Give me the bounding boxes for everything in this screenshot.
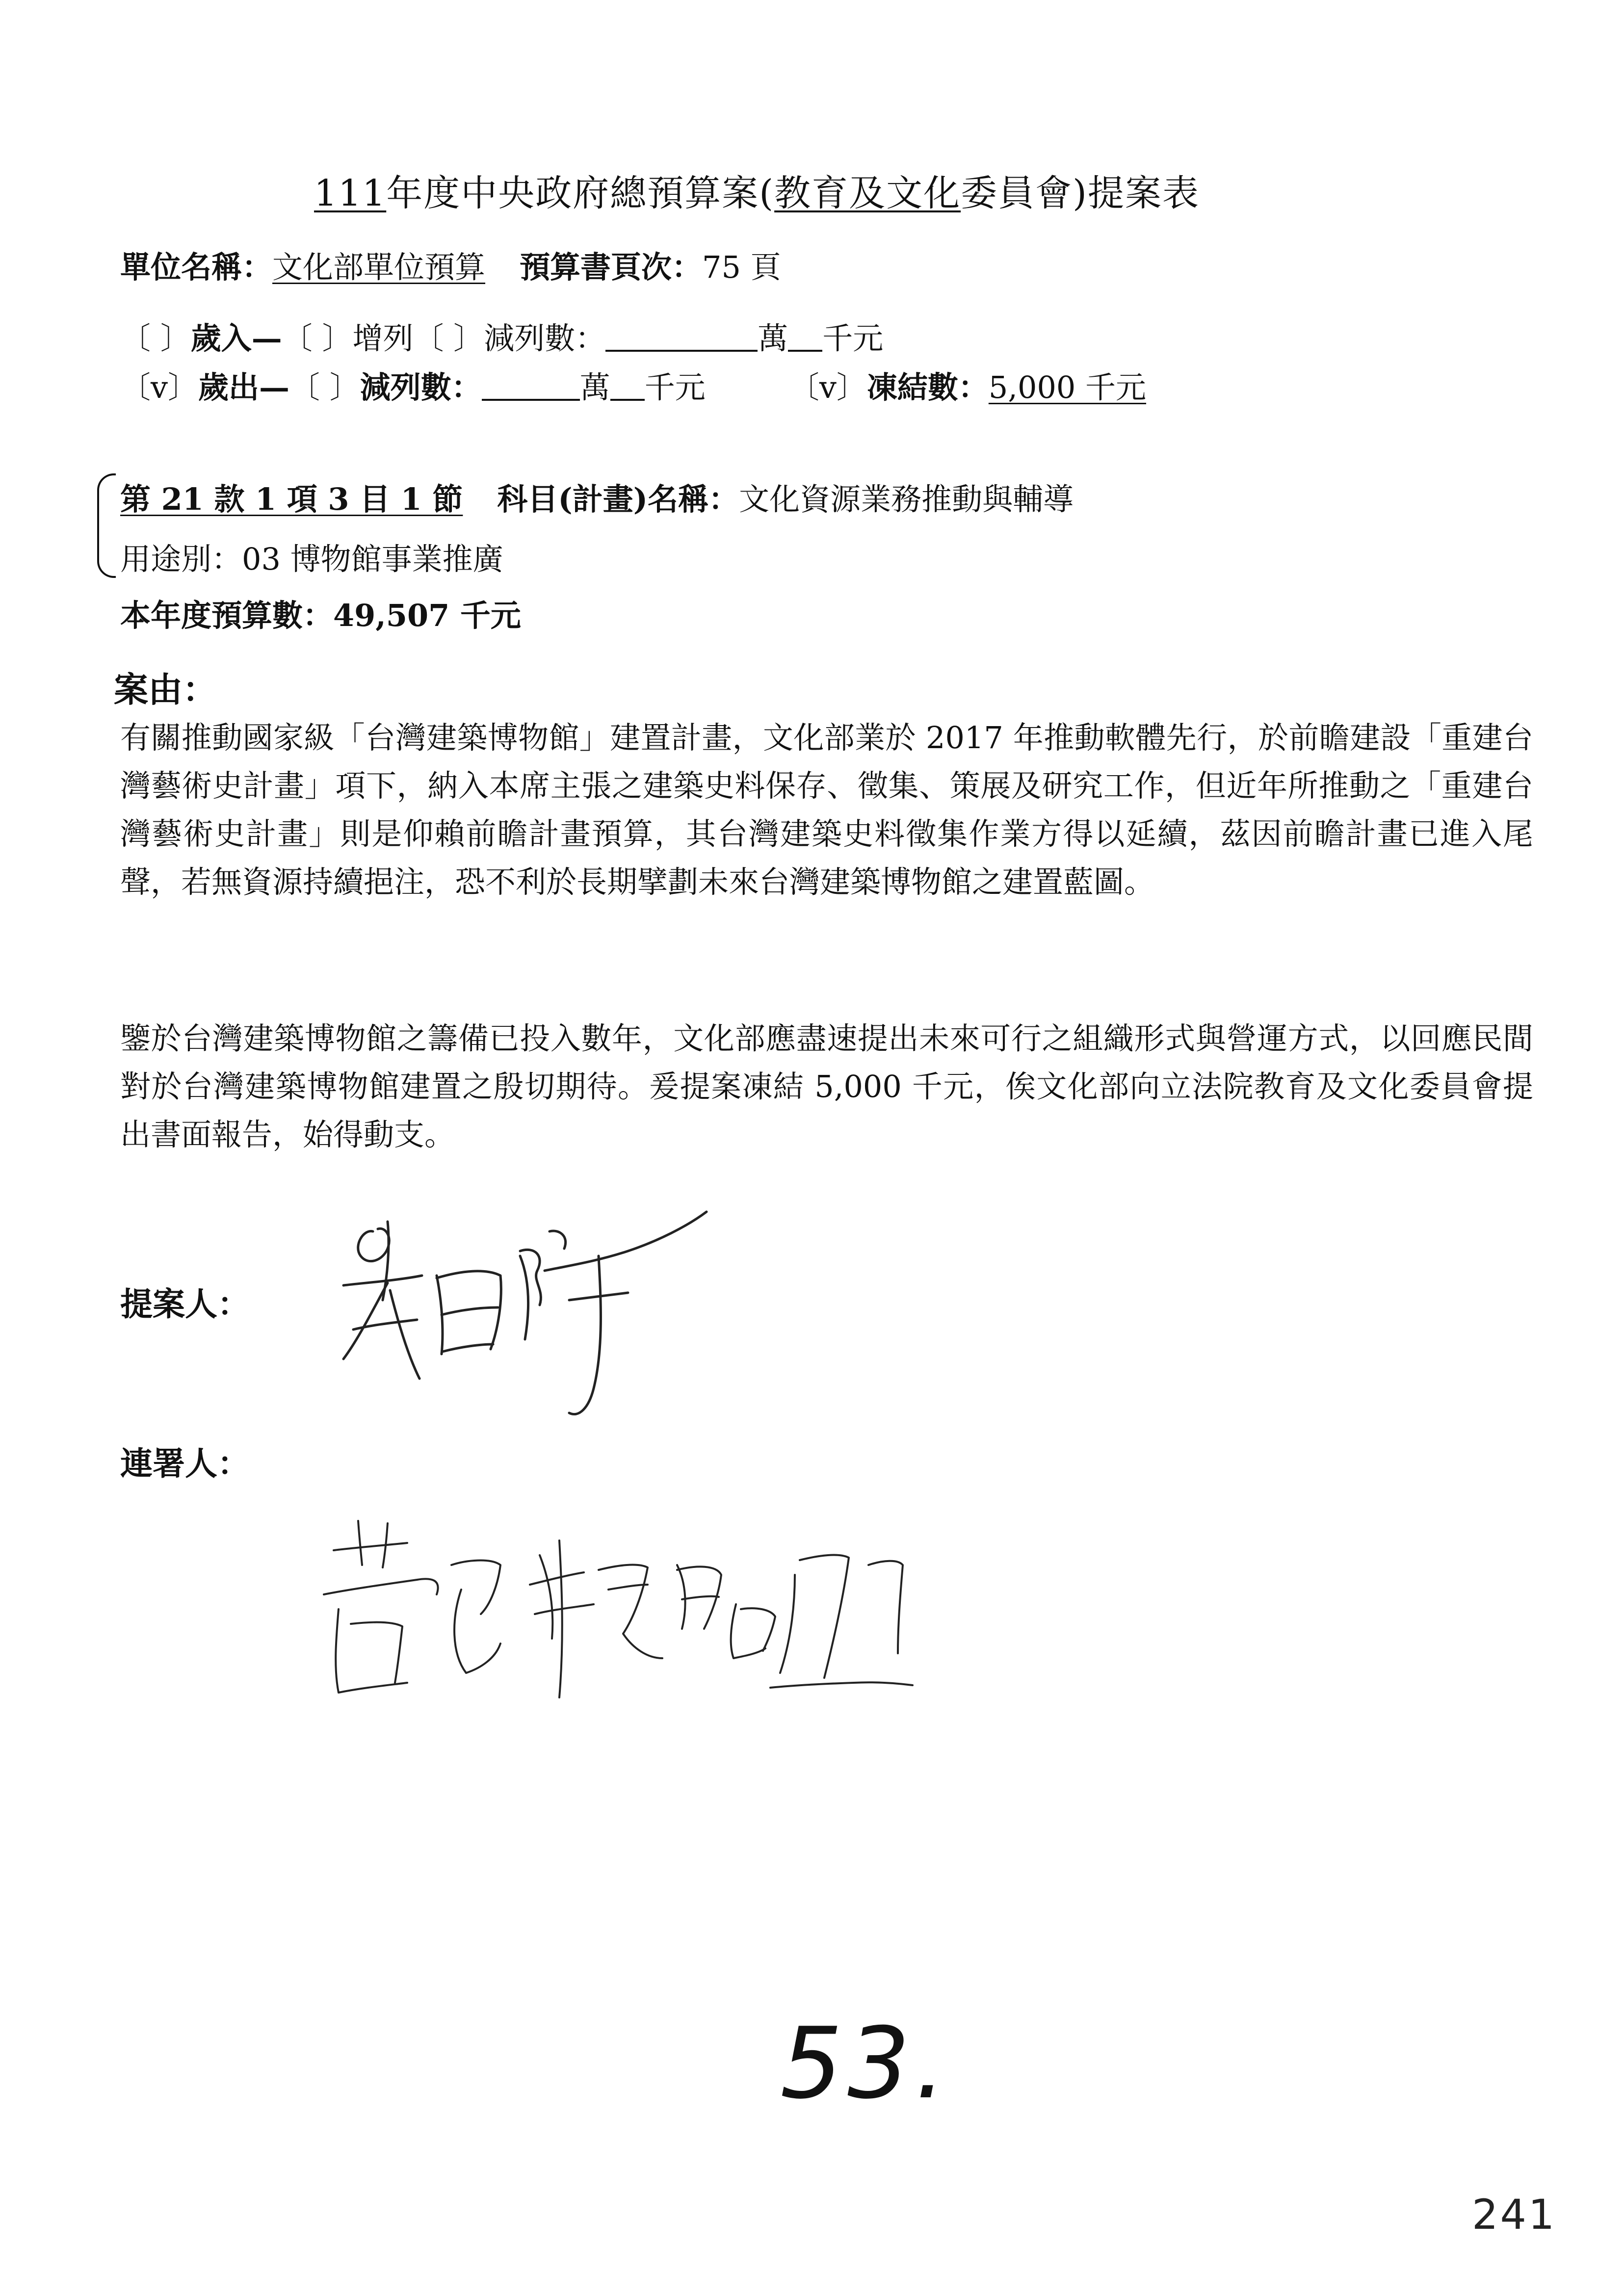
increase-label: 增列 [352, 320, 414, 356]
page-value: 75 頁 [702, 249, 781, 285]
page-label: 預算書頁次： [520, 249, 703, 285]
qian-blank [788, 322, 822, 352]
exp-decrease-label: 減列數： [360, 369, 482, 405]
unit-value: 文化部單位預算 [272, 249, 486, 285]
qian-unit: 千元 [822, 320, 884, 356]
budget-value: 49,507 千元 [333, 598, 521, 633]
expenditure-line [120, 363, 1146, 407]
exp-wan-blank [482, 371, 580, 401]
wan-unit: 萬 [758, 320, 788, 356]
exp-wan-unit: 萬 [579, 369, 610, 405]
title-part1: 年度中央政府總預算案( [386, 172, 775, 214]
decrease-label: 減列數： [484, 320, 606, 356]
decrease-box: 〔 〕 [413, 320, 484, 356]
subject-label: 科目(計畫)名稱： [497, 481, 739, 517]
title-part2: 委員會)提案表 [961, 172, 1200, 214]
cosigner-label: 連署人： [120, 1444, 250, 1483]
title-committee: 教育及文化 [774, 172, 961, 214]
freeze-label: 凍結數： [866, 369, 989, 405]
expenditure-label: 歲出— [198, 369, 290, 405]
exp-qian-unit: 千元 [644, 369, 706, 405]
wan-blank [605, 322, 758, 352]
budget-label: 本年度預算數： [120, 598, 334, 633]
use-value: 03 博物館事業推廣 [242, 541, 503, 577]
exp-qian-blank [610, 371, 645, 401]
budget-line [120, 591, 521, 635]
title-year: 111 [314, 172, 387, 214]
proposer-label: 提案人： [120, 1285, 250, 1323]
freeze-box: 〔v〕 [788, 369, 867, 405]
reason-paragraph-2: 鑒於台灣建築博物館之籌備已投入數年，文化部應盡速提出未來可行之組織形式與營運方式，以回應民間對於台灣建築博物館建置之殷切期待。爰提案凍結 5,000 千元，俟文化部向立法院教育及文化委員會提出書面報告，始得動支。 [120, 1020, 1533, 1152]
item-use-line [120, 535, 503, 578]
page-number: 241 [1472, 2191, 1557, 2239]
revenue-box: 〔 〕 [120, 320, 191, 356]
form-title [314, 164, 1200, 216]
unit-line [120, 243, 781, 287]
reason-heading: 案由： [114, 669, 217, 710]
use-label: 用途別： [120, 541, 242, 577]
unit-label: 單位名稱： [120, 249, 273, 285]
expenditure-box: 〔v〕 [120, 369, 199, 405]
proposer-signature [314, 1202, 736, 1457]
revenue-line [120, 314, 883, 358]
freeze-value: 5,000 千元 [988, 369, 1147, 405]
subject-value: 文化資源業務推動與輔導 [739, 481, 1074, 517]
cosigner-signature [304, 1511, 952, 1737]
handwritten-number: 53. [780, 2007, 951, 2121]
reason-paragraph-1: 有關推動國家級「台灣建築博物館」建置計畫，文化部業於 2017 年推動軟體先行，於前瞻建設「重建台灣藝術史計畫」項下，納入本席主張之建築史料保存、徵集、策展及研究工作，但近年所推動之「重建台灣藝術史計畫」則是仰賴前瞻計畫預算，其台灣建築史料徵集作業方得以延續，茲因前瞻計畫已進入尾聲，若無資源持續挹注，恐不利於長期擘劃未來台灣建築博物館之建置藍圖。 [120, 720, 1533, 900]
revenue-label: 歲入— [190, 320, 282, 356]
increase-box: 〔 〕 [282, 320, 353, 356]
section-number: 第 21 款 1 項 3 目 1 節 [120, 481, 463, 517]
exp-decrease-box: 〔 〕 [289, 369, 360, 405]
item-bracket [97, 473, 116, 578]
item-section-line [120, 475, 1074, 519]
